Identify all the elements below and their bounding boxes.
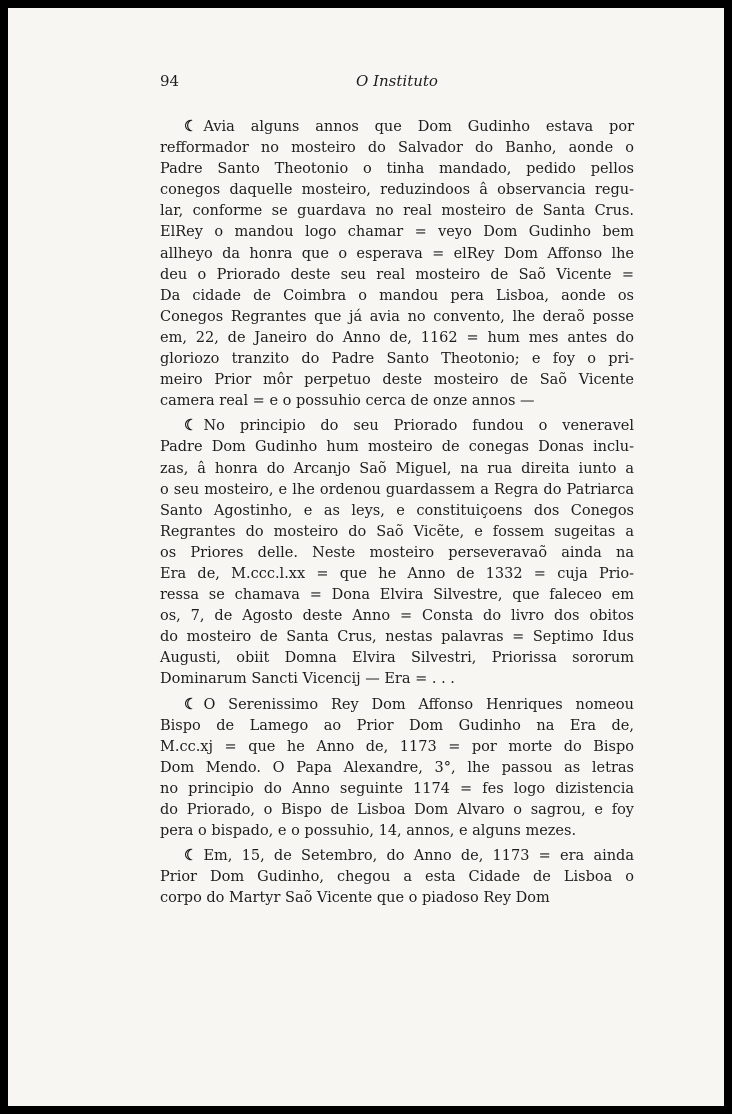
text-line: [160, 737, 634, 758]
text-line: [160, 564, 634, 585]
line-text: conegos daquelle mosteiro, reduzindoos â observancia regu-: [160, 182, 634, 199]
body-text: [160, 116, 634, 912]
line-text: o seu mosteiro, e lhe ordenou guardassem a Regra do Patriarca: [160, 481, 634, 498]
text-line: [160, 669, 634, 690]
line-text: do Priorado, o Bispo de Lisboa Dom Alvaro o sagrou, e foy: [160, 802, 634, 818]
text-line: [160, 286, 634, 307]
text-line: [160, 888, 634, 909]
text-line: [160, 758, 634, 779]
text-line: [160, 116, 634, 138]
paragraph: [160, 415, 634, 690]
line-text: No principio do seu Priorado fundou o veneravel: [203, 418, 634, 435]
text-line: [160, 138, 634, 159]
text-line: [160, 328, 634, 349]
line-text: deu o Priorado deste seu real mosteiro de Saõ Vicente =: [160, 266, 634, 283]
line-text: M.cc.xj = que he Anno de, 1173 = por morte do Bispo: [160, 738, 634, 755]
text-line: [160, 543, 634, 564]
page-number: 94: [160, 72, 180, 90]
text-line: [160, 222, 634, 243]
line-text: Da cidade de Coimbra o mandou pera Lisboa, aonde os: [160, 287, 634, 304]
page-header: [160, 72, 634, 96]
line-text: Era de, M.ccc.l.xx = que he Anno de 1332 = cuja Prio-: [160, 565, 634, 582]
line-text: corpo do Martyr Saõ Vicente que o piadoso Rey Dom: [160, 890, 550, 907]
text-line: [160, 307, 634, 328]
line-text: Padre Dom Gudinho hum mosteiro de conegas Donas inclu-: [160, 439, 634, 456]
line-text: em, 22, de Janeiro do Anno de, 1162 = hum mes antes do: [160, 329, 634, 346]
text-line: [160, 501, 634, 522]
line-text: refformador no mosteiro do Salvador do Banho, aonde o: [160, 140, 634, 157]
line-text: Avia alguns annos que Dom Gudinho estava por: [203, 119, 634, 135]
text-line: [160, 415, 634, 437]
text-line: [160, 522, 634, 543]
paragraph-mark-icon: ☾: [184, 694, 198, 713]
text-line: [160, 648, 634, 669]
text-line: [160, 800, 634, 821]
line-text: pera o bispado, e o possuhio, 14, annos, e alguns mezes.: [160, 823, 577, 840]
line-text: os Priores delle. Neste mosteiro perseveravaõ ainda na: [160, 544, 634, 561]
line-text: camera real = e o possuhio cerca de onze annos —: [160, 393, 535, 410]
line-text: Conegos Regrantes que já avia no convento, lhe deraõ posse: [160, 308, 634, 325]
text-line: [160, 867, 634, 888]
line-text: do mosteiro de Santa Crus, nestas palavras = Septimo Idus: [160, 629, 634, 646]
text-line: [160, 437, 634, 458]
line-text: O Serenissimo Rey Dom Affonso Henriques nomeou: [203, 696, 634, 713]
line-text: Em, 15, de Setembro, do Anno de, 1173 = era ainda: [203, 848, 634, 865]
line-text: Bispo de Lamego ao Prior Dom Gudinho na Era de,: [160, 717, 634, 734]
text-line: [160, 716, 634, 737]
text-line: [160, 180, 634, 201]
line-text: Santo Agostinho, e as leys, e constituiçoens dos Conegos: [160, 502, 634, 519]
text-line: [160, 694, 634, 716]
paragraph: [160, 845, 634, 909]
text-line: [160, 201, 634, 222]
text-line: [160, 480, 634, 501]
document-page: [8, 8, 724, 1106]
line-text: allheyo da honra que o esperava = elRey Dom Affonso lhe: [160, 245, 634, 262]
text-line: [160, 627, 634, 648]
line-text: Dom Mendo. O Papa Alexandre, 3°, lhe passou as letras: [160, 759, 634, 776]
text-line: [160, 821, 634, 842]
line-text: ElRey o mandou logo chamar = veyo Dom Gudinho bem: [160, 224, 634, 241]
line-text: meiro Prior môr perpetuo deste mosteiro de Saõ Vicente: [160, 372, 634, 389]
paragraph: [160, 694, 634, 843]
text-line: [160, 391, 634, 412]
text-line: [160, 585, 634, 606]
line-text: lar, conforme se guardava no real mosteiro de Santa Crus.: [160, 203, 634, 220]
text-line: [160, 349, 634, 370]
line-text: no principio do Anno seguinte 1174 = fes logo dizistencia: [160, 780, 634, 797]
paragraph-mark-icon: ☾: [184, 416, 198, 435]
paragraph-mark-icon: ☾: [184, 117, 198, 135]
line-text: gloriozo tranzito do Padre Santo Theotonio; e foy o pri-: [160, 351, 634, 368]
text-line: [160, 370, 634, 391]
text-line: [160, 606, 634, 627]
running-title: O Instituto: [356, 72, 438, 90]
text-line: [160, 459, 634, 480]
line-text: os, 7, de Agosto deste Anno = Consta do livro dos obitos: [160, 608, 634, 625]
line-text: Prior Dom Gudinho, chegou a esta Cidade de Lisboa o: [160, 869, 634, 886]
paragraph-mark-icon: ☾: [184, 846, 198, 865]
text-line: [160, 159, 634, 180]
line-text: Augusti, obiit Domna Elvira Silvestri, Priorissa sororum: [160, 650, 634, 667]
line-text: Dominarum Sancti Vicencij — Era = . . .: [160, 671, 455, 688]
text-line: [160, 265, 634, 286]
line-text: Padre Santo Theotonio o tinha mandado, pedido pellos: [160, 161, 634, 178]
line-text: ressa se chamava = Dona Elvira Silvestre, que faleceo em: [160, 587, 634, 604]
text-line: [160, 845, 634, 867]
paragraph: [160, 116, 634, 412]
line-text: Regrantes do mosteiro do Saõ Vicẽte, e fossem sugeitas a: [160, 523, 634, 540]
text-line: [160, 779, 634, 800]
text-line: [160, 244, 634, 265]
line-text: zas, â honra do Arcanjo Saõ Miguel, na rua direita iunto a: [160, 460, 634, 477]
